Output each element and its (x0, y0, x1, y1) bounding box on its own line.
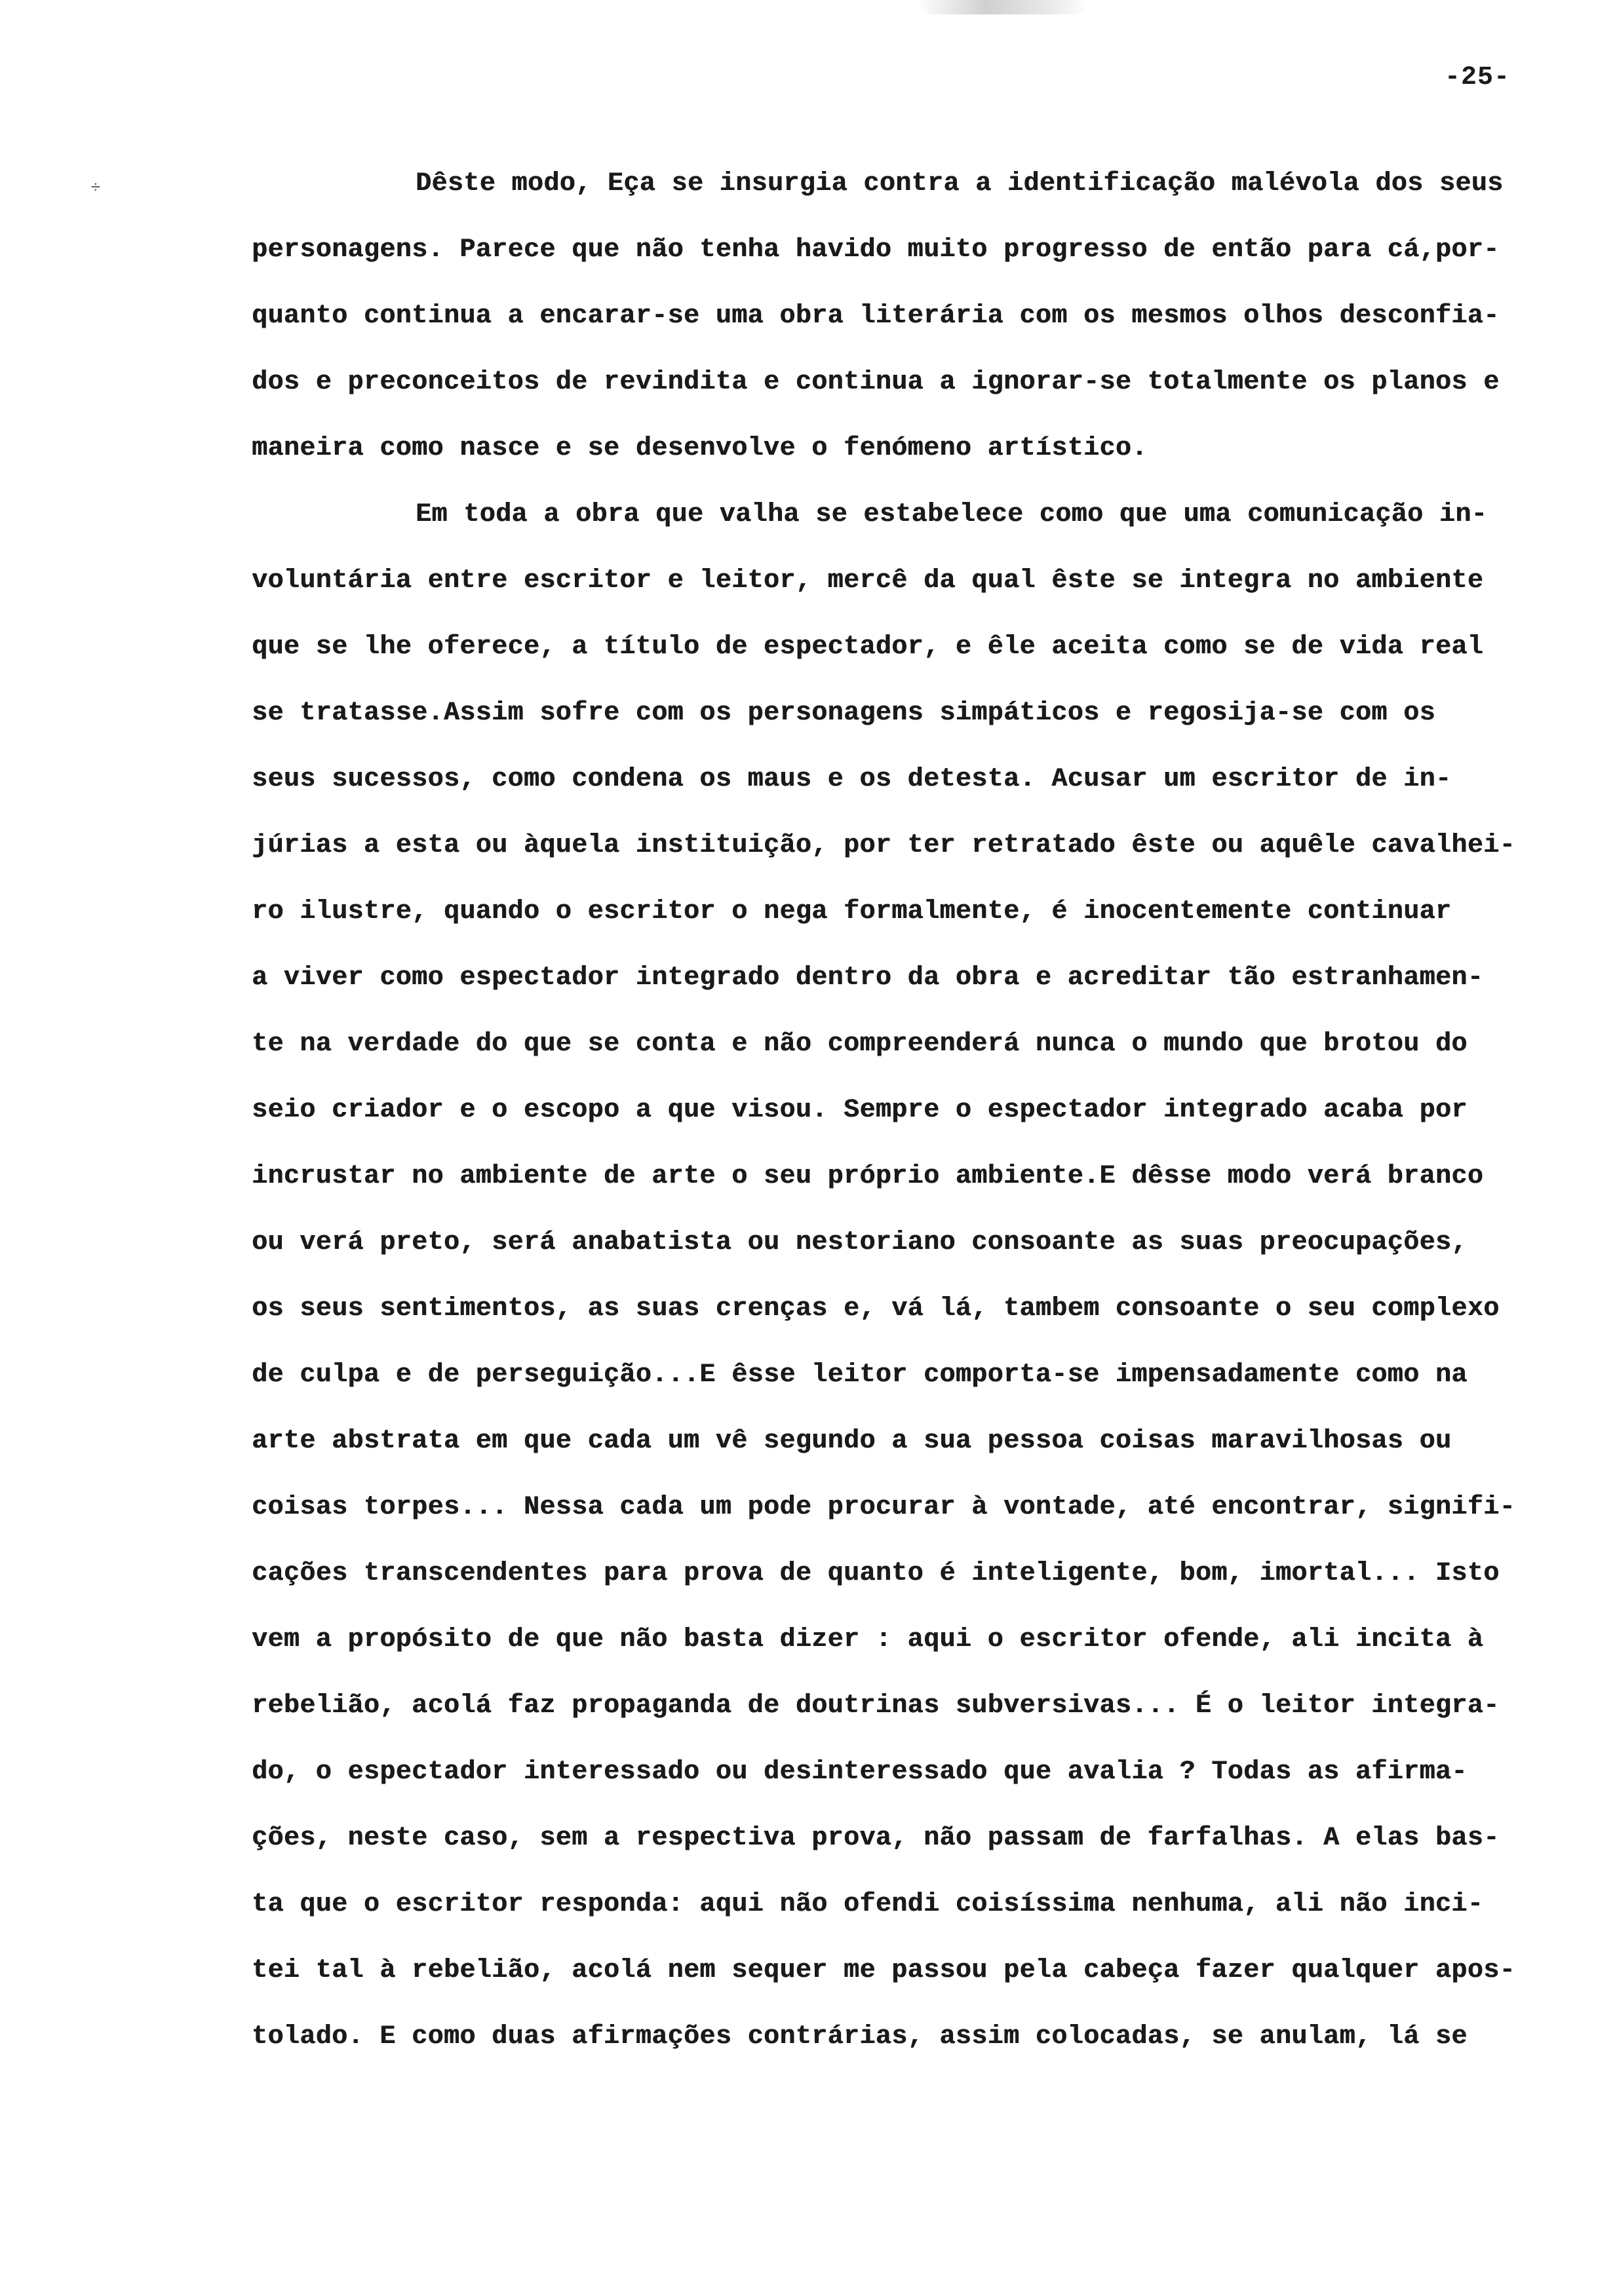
text-line: vem a propósito de que não basta dizer : aqui o escritor ofende, ali incita à (252, 1625, 1484, 1655)
text-line: arte abstrata em que cada um vê segundo a sua pessoa coisas maravilhosas ou (252, 1426, 1452, 1456)
text-line: voluntária entre escritor e leitor, mercê da qual êste se integra no ambiente (252, 566, 1484, 596)
text-line: personagens. Parece que não tenha havido muito progresso de então para cá,por- (252, 235, 1500, 265)
text-line: maneira como nasce e se desenvolve o fenómeno artístico. (252, 434, 1148, 463)
body-text (252, 151, 1536, 2070)
text-line: dos e preconceitos de revindita e continua a ignorar-se totalmente os planos e (252, 368, 1500, 397)
text-line: ou verá preto, será anabatista ou nestoriano consoante as suas preocupações, (252, 1228, 1468, 1257)
text-line: coisas torpes... Nessa cada um pode procurar à vontade, até encontrar, signifi- (252, 1493, 1515, 1522)
text-line: ções, neste caso, sem a respectiva prova, não passam de farfalhas. A elas bas- (252, 1824, 1500, 1853)
text-line: tolado. E como duas afirmações contrárias, assim colocadas, se anulam, lá se (252, 2022, 1468, 2052)
text-line: Em toda a obra que valha se estabelece como que uma comunicação in- (416, 500, 1488, 529)
text-line: incrustar no ambiente de arte o seu próprio ambiente.E dêsse modo verá branco (252, 1162, 1484, 1191)
text-line: júrias a esta ou àquela instituição, por ter retratado êste ou aquêle cavalhei- (252, 831, 1515, 860)
text-line: do, o espectador interessado ou desinteressado que avalia ? Todas as afirma- (252, 1757, 1468, 1787)
text-line: se tratasse.Assim sofre com os personagens simpáticos e regosija-se com os (252, 698, 1435, 728)
text-line: a viver como espectador integrado dentro da obra e acreditar tão estranhamen- (252, 963, 1484, 993)
page-number: -25- (1444, 63, 1510, 92)
text-line: cações transcendentes para prova de quanto é inteligente, bom, imortal... Isto (252, 1559, 1500, 1588)
text-line: de culpa e de perseguição...E êsse leitor comporta-se impensadamente como na (252, 1360, 1468, 1390)
margin-mark: ÷ (90, 178, 101, 198)
text-line: Dêste modo, Eça se insurgia contra a identificação malévola dos seus (416, 169, 1504, 199)
text-line: ta que o escritor responda: aqui não ofendi coisíssima nenhuma, ali não inci- (252, 1890, 1484, 1919)
text-line: tei tal à rebelião, acolá nem sequer me passou pela cabeça fazer qualquer apos- (252, 1956, 1515, 1985)
text-line: quanto continua a encarar-se uma obra literária com os mesmos olhos desconfia- (252, 301, 1500, 331)
text-line: ro ilustre, quando o escritor o nega formalmente, é inocentemente continuar (252, 897, 1452, 927)
text-line: te na verdade do que se conta e não compreenderá nunca o mundo que brotou do (252, 1029, 1468, 1059)
text-line: seus sucessos, como condena os maus e os detesta. Acusar um escritor de in- (252, 765, 1452, 794)
scan-smudge (918, 0, 1088, 14)
text-line: os seus sentimentos, as suas crenças e, vá lá, tambem consoante o seu complexo (252, 1294, 1500, 1324)
text-line: que se lhe oferece, a título de espectador, e êle aceita como se de vida real (252, 632, 1484, 662)
text-line: rebelião, acolá faz propaganda de doutrinas subversivas... É o leitor integra- (252, 1691, 1500, 1721)
text-line: seio criador e o escopo a que visou. Sempre o espectador integrado acaba por (252, 1096, 1468, 1125)
